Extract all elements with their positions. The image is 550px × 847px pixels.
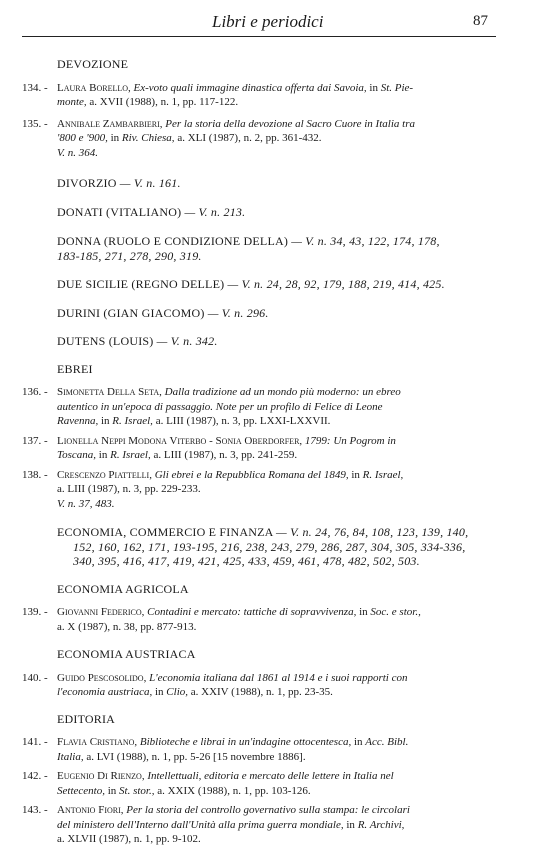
entry-title: Dalla tradizione ad un mondo più moderno: un ebreo <box>164 386 401 398</box>
entry-number: 137. - <box>22 434 48 447</box>
entry-in: in <box>346 818 355 831</box>
entry-title: Ex-voto quali immagine dinastica offerta dai Savoia, <box>133 81 367 94</box>
entry-journal: Acc. Bibl. <box>365 736 409 748</box>
heading-label: DIVORZIO <box>57 176 117 190</box>
entry-number: 143. - <box>22 804 48 816</box>
entry-details: a. LIII (1987), n. 3, pp. LXXI-LXXVII. <box>155 415 331 427</box>
entry-141 <box>22 735 496 764</box>
entry-title: 1799: Un Pogrom in <box>304 434 396 447</box>
section-heading-economia <box>57 525 496 569</box>
entry-author: Giovanni Federico, <box>57 606 145 618</box>
entry-title-cont: Ravenna, <box>57 415 99 427</box>
entry-journal: Soc. e stor., <box>370 606 421 618</box>
entry-title-cont: autentico in un'epoca di passaggio. Note per un profilo di Felice di Leone <box>57 400 383 413</box>
entry-135 <box>22 117 496 161</box>
entry-137 <box>22 434 496 463</box>
entry-in: in <box>110 132 120 144</box>
heading-label: DONNA (RUOLO E CONDIZIONE DELLA) <box>57 234 289 248</box>
entry-details: a. LVI (1988), n. 1, pp. 5-26 [15 novembre 1886]. <box>86 750 306 763</box>
heading-label: DUTENS (LOUIS) <box>57 334 154 348</box>
entry-xref: V. n. 364. <box>57 146 99 159</box>
heading-xref-cont: 340, 395, 416, 417, 419, 421, 425, 433, 459, 461, 478, 482, 502, 503. <box>73 554 420 568</box>
entry-142 <box>22 769 496 798</box>
entry-xref: V. n. 37, 483. <box>57 497 115 510</box>
entry-journal: R. Israel, <box>110 449 151 461</box>
entry-number: 136. - <box>22 386 48 398</box>
heading-label: DUE SICILIE (REGNO DELLE) <box>57 277 225 291</box>
section-heading-economia-austriaca: ECONOMIA AUSTRIACA <box>57 647 196 661</box>
entry-number: 142. - <box>22 770 48 782</box>
entry-details: a. XLI (1987), n. 2, pp. 361-432. <box>177 132 322 144</box>
section-heading-ebrei: EBREI <box>57 361 93 376</box>
heading-xref: — V. n. 342. <box>156 334 218 348</box>
entry-in: in <box>100 415 110 427</box>
section-heading-donati <box>57 205 496 220</box>
entry-details: a. XXIV (1988), n. 1, pp. 23-35. <box>190 686 333 698</box>
entry-number: 141. - <box>22 736 48 748</box>
entry-title-cont: Settecento, <box>57 784 105 797</box>
entry-number: 139. - <box>22 606 48 618</box>
entry-journal: Clio, <box>166 686 188 698</box>
entry-136 <box>22 385 496 429</box>
heading-label: DONATI (VITALIANO) <box>57 204 182 219</box>
entry-journal: R. Israel, <box>112 415 153 427</box>
heading-xref-cont: 152, 160, 162, 171, 193-195, 216, 238, 243, 279, 286, 287, 304, 305, 334-336, <box>73 539 466 554</box>
entry-in: in <box>359 606 368 618</box>
entry-number: 138. - <box>22 468 48 481</box>
entry-journal: St. stor., <box>119 784 155 797</box>
bibliography-content <box>22 50 496 847</box>
entry-138 <box>22 468 496 512</box>
entry-author: Flavia Cristiano, <box>57 736 138 748</box>
heading-xref-cont-block <box>57 540 496 569</box>
entry-139 <box>22 605 496 634</box>
entry-title-cont: Toscana, <box>57 449 97 461</box>
entry-title-cont: '800 e '900, <box>57 132 108 144</box>
entry-author: Antonio Fiori, <box>57 804 124 816</box>
entry-number: 140. - <box>22 671 48 684</box>
entry-author: Lionella Neppi Modona Viterbo - Sonia Oberdorfer, <box>57 434 303 447</box>
entry-details: a. LIII (1987), n. 3, pp. 229-233. <box>57 483 201 495</box>
entry-author: Laura Borello, <box>57 81 131 94</box>
page-number: 87 <box>473 13 488 29</box>
heading-xref: — V. n. 161. <box>119 176 181 190</box>
heading-label: DURINI (GIAN GIACOMO) <box>57 305 205 320</box>
entry-title-cont: l'economia austriaca, <box>57 686 153 698</box>
entry-details: a. XXIX (1988), n. 1, pp. 103-126. <box>157 784 311 797</box>
entry-journal-cont: Italia, <box>57 750 84 763</box>
entry-author: Guido Pescosolido, <box>57 671 147 684</box>
heading-label: ECONOMIA, COMMERCIO E FINANZA <box>57 525 273 539</box>
entry-details: a. X (1987), n. 38, pp. 877-913. <box>57 620 197 633</box>
heading-xref: — V. n. 24, 76, 84, 108, 123, 139, 140, <box>276 525 469 539</box>
entry-title: Per la storia della devozione al Sacro Cuore in Italia tra <box>165 117 415 130</box>
section-heading-devozione: DEVOZIONE <box>57 57 129 71</box>
entry-title-cont: del ministero dell'Interno dall'Unità alla prima guerra mondiale, <box>57 818 344 831</box>
entry-journal: St. Pie- <box>380 81 414 94</box>
entry-journal: Riv. Chiesa, <box>121 132 175 144</box>
heading-xref: — V. n. 34, 43, 122, 174, 178, <box>291 234 440 248</box>
section-heading-dutens <box>57 334 496 349</box>
entry-in: in <box>107 784 117 797</box>
running-title: Libri e periodici <box>212 12 324 31</box>
header-rule <box>22 36 496 37</box>
section-heading-divorzio <box>57 176 496 191</box>
section-heading-donna <box>57 234 496 263</box>
entry-details: a. LIII (1987), n. 3, pp. 241-259. <box>153 449 298 461</box>
heading-xref: — V. n. 296. <box>207 305 269 320</box>
entry-in: in <box>98 449 108 461</box>
entry-title: Gli ebrei e la Repubblica Romana del 1849, <box>154 468 349 481</box>
section-heading-editoria: EDITORIA <box>57 711 116 726</box>
entry-title: Biblioteche e librai in un'indagine ottocentesca, <box>139 736 352 748</box>
entry-title: L'economia italiana dal 1861 al 1914 e i suoi rapporti con <box>149 671 408 684</box>
entry-journal-cont: monte, <box>57 96 87 108</box>
entry-number: 134. - <box>22 81 48 94</box>
entry-number: 135. - <box>22 117 48 130</box>
entry-140 <box>22 671 496 700</box>
entry-journal: R. Israel, <box>362 468 404 481</box>
entry-details: a. XLVII (1987), n. 1, pp. 9-102. <box>57 833 201 845</box>
heading-xref: — V. n. 213. <box>184 204 246 219</box>
entry-143 <box>22 803 496 847</box>
section-heading-durini <box>57 306 496 321</box>
entry-details: a. XVII (1988), n. 1, pp. 117-122. <box>89 96 239 108</box>
entry-in: in <box>351 468 360 481</box>
entry-in: in <box>353 736 363 748</box>
entry-title: Per la storia del controllo governativo sulla stampa: le circolari <box>126 804 410 816</box>
heading-xref: — V. n. 24, 28, 92, 179, 188, 219, 414, 425. <box>227 277 445 291</box>
section-heading-due-sicilie <box>57 277 496 292</box>
entry-title: Contadini e mercato: tattiche di sopravvivenza, <box>147 606 357 618</box>
entry-title: Intellettuali, editoria e mercato delle lettere in Italia nel <box>147 770 394 782</box>
heading-xref-cont: 183-185, 271, 278, 290, 319. <box>57 248 202 263</box>
entry-journal: R. Archivi, <box>357 818 405 831</box>
entry-in: in <box>154 686 164 698</box>
entry-134 <box>22 81 496 110</box>
entry-author: Simonetta Della Seta, <box>57 386 162 398</box>
entry-in: in <box>369 81 378 94</box>
section-heading-economia-agricola: ECONOMIA AGRICOLA <box>57 581 189 596</box>
entry-author: Eugenio Di Rienzo, <box>57 770 145 782</box>
entry-author: Crescenzo Piattelli, <box>57 468 152 481</box>
entry-author: Annibale Zambarbieri, <box>57 117 163 130</box>
